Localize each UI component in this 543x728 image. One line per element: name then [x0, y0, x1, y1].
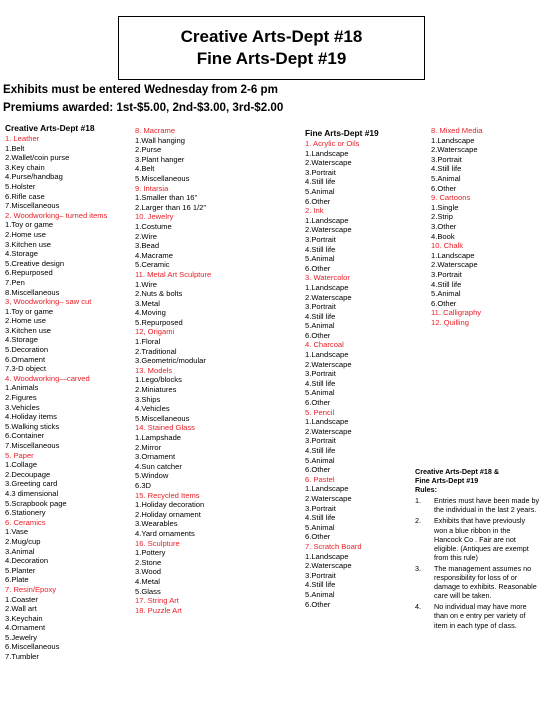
- list-item: 3.Kitchen use: [5, 239, 52, 249]
- list-item: 6.Ornament: [5, 354, 46, 364]
- list-item: 6.Rifle case: [5, 191, 45, 201]
- list-item: 3.Portrait: [431, 269, 462, 279]
- department-heading: Creative Arts-Dept #18: [5, 123, 95, 133]
- category-heading: 17. String Art: [135, 596, 179, 606]
- list-item: 2.Waterscape: [305, 359, 352, 369]
- list-item: 2.Waterscape: [305, 158, 352, 168]
- list-item: 1.Smaller than 16”: [135, 193, 198, 203]
- list-item: 5.Animal: [305, 388, 335, 398]
- list-item: 5.Decoration: [5, 345, 49, 355]
- list-item: 5.Holster: [5, 181, 36, 191]
- list-item: 1.Landscape: [305, 282, 349, 292]
- category-heading: 11. Metal Art Sculpture: [135, 269, 212, 279]
- rule-text: No individual may have more than on e entry per variety of item in each type of class.: [434, 602, 527, 630]
- list-item: 6.Other: [305, 532, 331, 542]
- list-item: 3.Wearables: [135, 519, 178, 529]
- list-item: 4.Belt: [135, 164, 155, 174]
- list-item: 3.Ornament: [135, 452, 176, 462]
- premiums-notice: Premiums awarded: 1st-$5.00, 2nd-$3.00, 3rd-$2.00: [3, 101, 284, 114]
- list-item: 6.Other: [431, 183, 457, 193]
- list-item: 2.Waterscape: [305, 225, 352, 235]
- list-item: 1.Landscape: [305, 148, 349, 158]
- list-item: 2.Wallet/coin purse: [5, 153, 70, 163]
- list-item: 4.Still life: [305, 580, 336, 590]
- list-item: 6.Miscellaneous: [5, 642, 60, 652]
- list-item: 1.Lego/blocks: [135, 375, 182, 385]
- list-item: 7.Miscellaneous: [5, 201, 60, 211]
- list-item: 1.Landscape: [431, 250, 475, 260]
- list-item: 1.Holiday decoration: [135, 500, 205, 510]
- entry-date-notice: Exhibits must be entered Wednesday from 2-6 pm: [3, 83, 278, 96]
- list-item: 3.Portrait: [305, 570, 336, 580]
- list-item: 1.Landscape: [305, 215, 349, 225]
- category-heading: 2. Ink: [305, 206, 324, 216]
- list-item: 3.Geometric/modular: [135, 356, 206, 366]
- list-item: 4.Macrame: [135, 250, 173, 260]
- fine-arts-column-1: [305, 128, 379, 609]
- department-heading: Fine Arts-Dept #19: [305, 128, 379, 138]
- list-item: 6.Stationery: [5, 508, 46, 518]
- list-item: 2.Strip: [431, 212, 453, 222]
- list-item: 3.Keychain: [5, 613, 43, 623]
- list-item: 2.Mirror: [135, 442, 162, 452]
- list-item: 1.Landscape: [305, 551, 349, 561]
- list-item: 2.Figures: [5, 393, 37, 403]
- category-heading: 4. Woodworking—carved: [5, 373, 90, 383]
- list-item: 1.Landscape: [431, 135, 475, 145]
- list-item: 1.Wall hanging: [135, 135, 185, 145]
- rules-box: [415, 467, 540, 630]
- fine-arts-column-2: [431, 126, 483, 327]
- category-heading: 18. Puzzle Art: [135, 605, 182, 615]
- list-item: 4.3 dimensional: [5, 488, 59, 498]
- list-item: 3.Portrait: [305, 436, 336, 446]
- list-item: 4.Still life: [305, 244, 336, 254]
- list-item: 6.Container: [5, 431, 45, 441]
- rules-heading-fine: Fine Arts-Dept #19: [415, 476, 479, 486]
- list-item: 7.3-D object: [5, 364, 46, 374]
- list-item: 5.Animal: [305, 455, 335, 465]
- list-item: 6.Other: [305, 465, 331, 475]
- list-item: 5.Animal: [305, 522, 335, 532]
- list-item: 2.Waterscape: [305, 426, 352, 436]
- list-item: 3.Metal: [135, 298, 160, 308]
- title-fine-arts: Fine Arts-Dept #19: [196, 49, 347, 68]
- list-item: 5.Animal: [305, 321, 335, 331]
- list-item: 5.Jewelry: [5, 632, 38, 642]
- list-item: 7.Miscellaneous: [5, 441, 60, 450]
- list-item: 1.Animals: [5, 383, 39, 393]
- category-heading: 10. Jewelry: [135, 212, 174, 222]
- list-item: 4.Ornament: [5, 623, 46, 633]
- list-item: 3.Portrait: [431, 154, 462, 164]
- category-heading: 13. Models: [135, 365, 173, 375]
- list-item: 1.Landscape: [305, 417, 349, 427]
- list-item: 4.Still life: [305, 311, 336, 321]
- rule-item: [415, 496, 540, 514]
- category-heading: 6. Pastel: [305, 474, 335, 484]
- list-item: 4.Yard ornaments: [135, 528, 195, 538]
- category-heading: 3. Watercolor: [305, 273, 350, 283]
- list-item: 1.Costume: [135, 221, 172, 231]
- rule-number: 2.: [415, 516, 421, 526]
- category-heading: 9. Cartoons: [431, 193, 471, 203]
- category-heading: 1. Leather: [5, 134, 40, 143]
- list-item: 6.Other: [305, 196, 331, 206]
- category-heading: 8. Macrame: [135, 126, 176, 135]
- list-item: 2.Waterscape: [431, 145, 478, 155]
- category-heading: 9. Intarsia: [135, 183, 169, 193]
- list-item: 2.Waterscape: [305, 493, 352, 503]
- list-item: 7.Pen: [5, 277, 25, 287]
- list-item: 3.Portrait: [305, 503, 336, 513]
- list-item: 4.Decoration: [5, 556, 49, 566]
- list-item: 4.Storage: [5, 249, 38, 259]
- list-item: 1.Landscape: [305, 350, 349, 360]
- rule-text: Exhibits that have previously won a blue ribbon in the Hancock Co . Fair are not eligible. (Antiques are exempt from this rule): [434, 516, 529, 562]
- list-item: 5.Walking sticks: [5, 421, 60, 431]
- rule-item: [415, 602, 540, 629]
- list-item: 4.Purse/handbag: [5, 172, 63, 182]
- list-item: 2.Purse: [135, 145, 162, 155]
- list-item: 2.Waterscape: [305, 561, 352, 571]
- list-item: 5.Animal: [305, 186, 335, 196]
- category-heading: 7. Scratch Board: [305, 541, 362, 551]
- list-item: 1.Single: [431, 202, 459, 212]
- list-item: 4.Still life: [431, 164, 462, 174]
- list-item: 5.Scrapbook page: [5, 498, 67, 508]
- list-item: 1.Lampshade: [135, 433, 182, 442]
- list-item: 5.Miscellaneous: [135, 173, 190, 183]
- list-item: 5.Window: [135, 471, 169, 481]
- list-item: 5.Planter: [5, 565, 36, 575]
- list-item: 6.Other: [305, 330, 331, 340]
- list-item: 5.Miscellaneous: [135, 413, 190, 423]
- list-item: 3.Plant hanger: [135, 154, 185, 164]
- title-creative-arts: Creative Arts-Dept #18: [180, 27, 363, 46]
- list-item: 1.Wire: [135, 279, 157, 289]
- rule-text: The management assumes no responsibility for loss of or damage to exhibits. Reasonable care will be taken.: [434, 563, 537, 601]
- list-item: 6.Other: [305, 263, 331, 273]
- list-item: 2.Wire: [135, 231, 157, 241]
- rule-text: Entries must have been made by the individual in the last 2 years.: [434, 496, 540, 515]
- list-item: 4.Still life: [305, 446, 336, 455]
- list-item: 4.Storage: [5, 335, 38, 345]
- list-item: 6.Repurposed: [5, 268, 53, 278]
- rule-number: 4.: [415, 602, 421, 612]
- rule-item: [415, 516, 540, 561]
- list-item: 2.Nuts & bolts: [135, 289, 183, 299]
- list-item: 4.Moving: [135, 308, 166, 318]
- list-item: 2.Traditional: [135, 346, 177, 356]
- list-item: 5.Animal: [305, 589, 335, 599]
- list-item: 2.Stone: [135, 557, 162, 567]
- list-item: 4.Sun catcher: [135, 461, 182, 471]
- list-item: 4.Still life: [305, 513, 336, 523]
- list-item: 5.Glass: [135, 586, 161, 596]
- list-item: 6.Plate: [5, 575, 29, 585]
- list-item: 3.Animal: [5, 546, 35, 556]
- list-item: 6.3D: [135, 480, 152, 490]
- list-item: 1.Coaster: [5, 594, 38, 604]
- category-heading: 2. Woodworking– turned items: [5, 210, 108, 220]
- list-item: 1.Collage: [5, 460, 38, 470]
- category-heading: 4. Charcoal: [305, 340, 344, 350]
- list-item: 4.Still life: [431, 279, 462, 289]
- list-item: 2.Holiday ornament: [135, 509, 201, 519]
- list-item: 1.Toy or game: [5, 220, 54, 230]
- list-item: 4.Still life: [305, 177, 336, 187]
- list-item: 3.Portrait: [305, 234, 336, 244]
- category-heading: 3, Woodworking– saw cut: [5, 297, 92, 307]
- list-item: 5.Animal: [305, 254, 335, 264]
- category-heading: 11. Calligraphy: [431, 308, 482, 318]
- category-heading: 1. Acrylic or Oils: [305, 139, 360, 148]
- list-item: 2.Home use: [5, 229, 46, 239]
- list-item: 5.Creative design: [5, 258, 65, 268]
- list-item: 4.Vehicles: [135, 404, 170, 414]
- list-item: 4.Still life: [305, 378, 336, 388]
- list-item: 1.Pottery: [135, 548, 166, 558]
- list-item: 6.Other: [305, 398, 331, 408]
- category-heading: 8. Mixed Media: [431, 126, 483, 135]
- category-heading: 14. Stained Glass: [135, 423, 195, 433]
- list-item: 2.Miniatures: [135, 385, 177, 395]
- rules-heading-creative: Creative Arts-Dept #18 &: [415, 467, 500, 476]
- category-heading: 6. Ceramics: [5, 517, 46, 527]
- category-heading: 15. Recycled Items: [135, 490, 200, 500]
- list-item: 3.Wood: [135, 567, 162, 577]
- list-item: 5.Animal: [431, 173, 461, 183]
- rule-number: 3.: [415, 563, 421, 573]
- list-item: 2.Mug/cup: [5, 536, 41, 546]
- category-heading: 7. Resin/Epoxy: [5, 584, 57, 594]
- list-item: 1.Floral: [135, 337, 161, 347]
- list-item: 5.Ceramic: [135, 260, 170, 270]
- list-item: 2.Home use: [5, 316, 46, 326]
- list-item: 1.Belt: [5, 143, 25, 153]
- list-item: 6.Other: [305, 599, 331, 609]
- list-item: 3.Bead: [135, 241, 160, 251]
- rules-heading-label: Rules:: [415, 485, 437, 495]
- list-item: 3.Vehicles: [5, 402, 40, 412]
- category-heading: 5. Pencil: [305, 407, 335, 417]
- list-item: 1.Landscape: [305, 484, 349, 494]
- list-item: 8.Miscellaneous: [5, 287, 60, 297]
- list-item: 7.Tumbler: [5, 652, 39, 662]
- rule-number: 1.: [415, 496, 421, 506]
- list-item: 3.Ships: [135, 394, 161, 404]
- rule-item: [415, 564, 540, 600]
- list-item: 2.Decoupage: [5, 469, 51, 479]
- category-heading: 10. Chalk: [431, 241, 464, 251]
- list-item: 3.Portrait: [305, 369, 336, 379]
- list-item: 4.Metal: [135, 576, 160, 586]
- list-item: 2.Wall art: [5, 604, 37, 614]
- list-item: 3.Kitchen use: [5, 325, 52, 335]
- category-heading: 12, Origami: [135, 327, 175, 337]
- category-heading: 12. Quilling: [431, 317, 469, 327]
- creative-arts-column-2: [135, 126, 211, 615]
- list-item: 2.Larger than 16 1/2”: [135, 202, 206, 212]
- list-item: 3.Greeting card: [5, 479, 58, 489]
- list-item: 5.Repurposed: [135, 317, 183, 327]
- list-item: 3.Portrait: [305, 167, 336, 177]
- list-item: 3.Portrait: [305, 302, 336, 312]
- list-item: 2.Waterscape: [431, 260, 478, 270]
- list-item: 3.Other: [431, 221, 457, 231]
- list-item: 4.Holiday items: [5, 412, 57, 422]
- list-item: 1.Vase: [5, 527, 29, 537]
- category-heading: 5. Paper: [5, 450, 34, 460]
- title-box: [118, 16, 425, 80]
- list-item: 5.Animal: [431, 289, 461, 299]
- list-item: 2.Waterscape: [305, 292, 352, 302]
- list-item: 1.Toy or game: [5, 306, 54, 316]
- list-item: 6.Other: [431, 298, 457, 308]
- category-heading: 16. Sculpture: [135, 538, 180, 548]
- list-item: 3.Key chain: [5, 162, 45, 172]
- list-item: 4.Book: [431, 231, 455, 241]
- creative-arts-column-1: [5, 123, 107, 662]
